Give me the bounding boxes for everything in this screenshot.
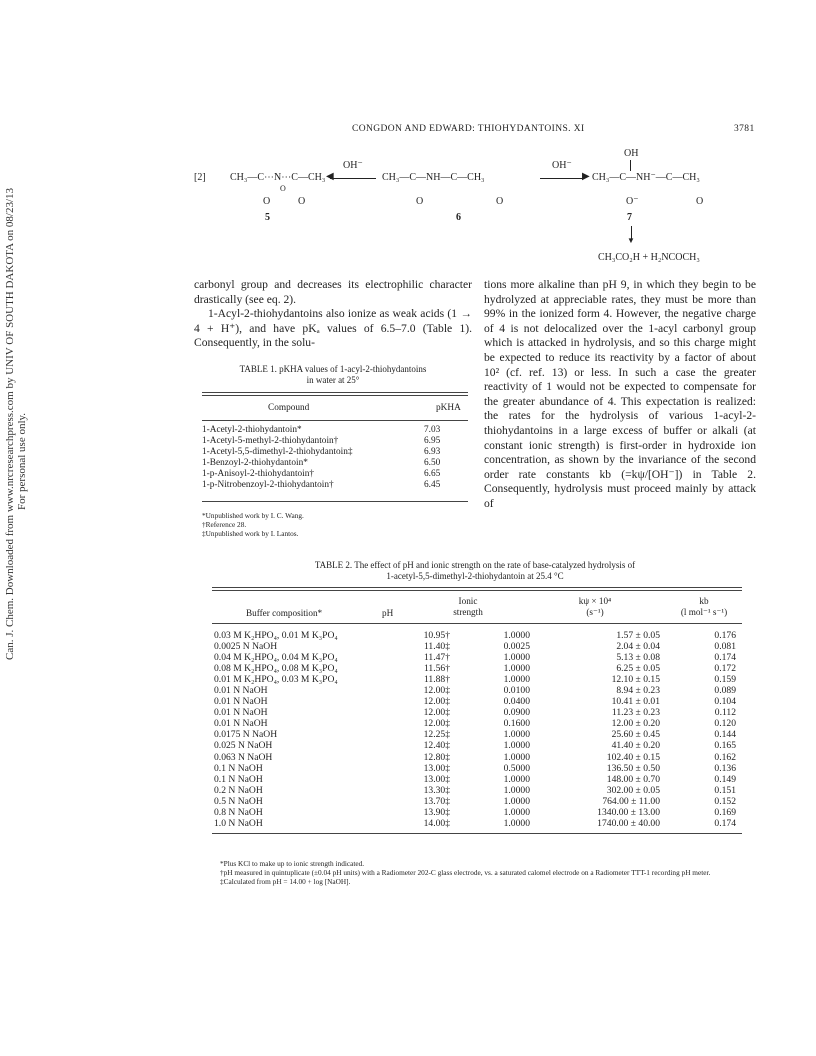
table-2-footnote: †pH measured in quintuplicate (±0.04 pH units) with a Radiometer 202-C glass electrode, vs. a saturated calomel electrode on a Radiometer TTT-1 recording pH meter. — [220, 867, 711, 877]
table-1-body — [202, 425, 468, 491]
compound-7-bond — [630, 160, 631, 171]
compound-6-formula: CH₃—C—NH—C—CH₃ — [382, 172, 485, 183]
compound-7-number: 7 — [627, 212, 632, 223]
table-1-header-pk: pKHA — [436, 403, 461, 413]
table-row: 1-Acetyl-5-methyl-2-thiohydantoin† 6.95 — [202, 436, 441, 446]
table-1-bottom-rule — [202, 501, 468, 502]
left-column-text — [194, 278, 472, 351]
table-row: 0.0025 N NaOH 11.40‡ 0.0025 2.04 ± 0.04 0.081 — [214, 641, 736, 653]
table-row: 0.01 N NaOH 12.00‡ 0.0400 10.41 ± 0.01 0.104 — [214, 696, 736, 708]
compound-5-o2: O — [298, 196, 306, 207]
table-row: 0.063 N NaOH 12.80‡ 1.0000 102.40 ± 0.15 0.162 — [214, 751, 736, 763]
compound-5-number: 5 — [265, 212, 270, 223]
table-2-caption-line1: TABLE 2. The effect of pH and ionic strength on the rate of base-catalyzed hydrolysis of — [314, 560, 636, 570]
table-row: 0.01 N NaOH 12.00‡ 0.0900 11.23 ± 0.23 0.112 — [214, 707, 736, 719]
table-row: 0.2 N NaOH 13.30‡ 1.0000 302.00 ± 0.05 0.151 — [214, 784, 736, 796]
page-number: 3781 — [734, 124, 755, 134]
table-2-header-rule — [212, 623, 742, 624]
compound-7-formula: CH₃—C—NH⁻—C—CH₃ — [592, 172, 700, 183]
table-2-top-rule-2 — [212, 590, 742, 591]
table-row: 1-Benzoyl-2-thiohydantoin* 6.50 — [202, 458, 441, 468]
paragraph-continuation: carbonyl group and decreases its electrophilic character drastically (see eq. 2). — [194, 278, 472, 306]
hydroxide-label-2: OH⁻ — [552, 160, 572, 171]
table-2-top-rule — [212, 587, 742, 588]
table-row: 0.01 M K₂HPO₄, 0.03 M K₃PO₄ 11.88† 1.0000 12.10 ± 0.15 0.159 — [214, 674, 736, 686]
table-row: 0.1 N NaOH 13.00‡ 0.5000 136.50 ± 0.50 0.136 — [214, 762, 736, 774]
table-row: 1-Acetyl-5,5-dimethyl-2-thiohydantoin‡ 6.93 — [202, 447, 441, 457]
equation-label: [2] — [194, 172, 206, 183]
download-notice — [4, 188, 28, 660]
table-1-footnote: *Unpublished work by I. C. Wang. — [202, 511, 304, 520]
table-1-footnote: ‡Unpublished work by I. Lantos. — [202, 528, 299, 538]
arrow-left-head: ◀ — [326, 171, 334, 182]
compound-7-o2: O — [696, 196, 704, 207]
table-row: 0.03 M K₂HPO₄, 0.01 M K₃PO₄ 10.95† 1.0000 1.57 ± 0.05 0.176 — [214, 630, 736, 641]
table-2-footnote: *Plus KCl to make up to ionic strength indicated. — [220, 859, 365, 868]
compound-6-number: 6 — [456, 212, 461, 223]
table-row: 0.0175 N NaOH 12.25‡ 1.0000 25.60 ± 0.45 0.144 — [214, 729, 736, 741]
table-row: 0.1 N NaOH 13.00‡ 1.0000 148.00 ± 0.70 0.149 — [214, 773, 736, 785]
compound-6-o2: O — [496, 196, 504, 207]
table-2-header-ph: pH — [382, 608, 394, 618]
table-1-caption-line1: TABLE 1. pKHA values of 1-acyl-2-thiohydantoins — [239, 364, 427, 374]
hydrolysis-products: CH₃CO₂H + H₂NCOCH₃ — [598, 252, 700, 263]
table-1-header-compound: Compound — [268, 403, 310, 413]
table-2-body — [214, 630, 736, 829]
download-notice-line2: For personal use only. — [16, 412, 28, 510]
table-1-footnotes — [202, 512, 468, 538]
arrow-right — [540, 178, 584, 179]
compound-7-o1: O⁻ — [626, 196, 639, 207]
arrow-right-head: ▶ — [582, 171, 590, 182]
running-title: CONGDON AND EDWARD: THIOHYDANTOINS. XI — [352, 124, 585, 134]
download-notice-line1: Can. J. Chem. Downloaded from www.nrcresearchpress.com by UNIV OF SOUTH DAKOTA on 08/23/13 — [4, 187, 16, 660]
table-1-caption-line2: in water at 25° — [306, 375, 360, 385]
table-1-top-rule — [202, 392, 468, 393]
table-1-footnote: †Reference 28. — [202, 519, 247, 529]
table-2-caption-line2: 1-acetyl-5,5-dimethyl-2-thiohydantoin at 25.4 °C — [386, 571, 564, 581]
table-row: 0.025 N NaOH 12.40‡ 1.0000 41.40 ± 0.20 0.165 — [214, 740, 736, 752]
hydroxide-label-1: OH⁻ — [343, 160, 363, 171]
table-2-footnote: ‡Calculated from pH = 14.00 + log [NaOH]. — [220, 876, 351, 886]
table-2-header-kpsi: kψ × 10⁴ (s⁻¹) — [578, 596, 612, 617]
arrow-left — [330, 178, 376, 179]
compound-5-o1: O — [263, 196, 271, 207]
paragraph-hydrolysis: tions more alkaline than pH 9, in which they begin to be hydrolyzed at appreciable rates, they must be more than 99% in the ionized form 4. However, the negative charge of 4 is not delocalized over the 1-acyl carbonyl group which is attacked in hydrolysis, and so this charge might be expected to reduce its reactivity by a factor of about 10² (cf. ref. 13) or less. In such a case the greater reactivity of 1 would not be expected to compensate for the greater abundance of 4. This expectation is realized: the rates for the hydrolysis of various 1-acyl-2-thiohydantoins in a large excess of buffer or alkali (at constant ionic strength) is first-order in hydroxide ion concentration, as shown by the invariance of the second order rate constants kb (=kψ/[OH⁻]) in Table 2. Consequently, hydrolysis must proceed mainly by attack of — [484, 278, 756, 510]
table-2-bottom-rule — [212, 833, 742, 834]
table-2-header-ionic: Ionic strength — [453, 596, 483, 617]
table-2-caption — [194, 560, 756, 582]
table-1-top-rule-2 — [202, 395, 468, 396]
compound-7-top: OH — [624, 148, 639, 159]
table-row: 0.5 N NaOH 13.70‡ 1.0000 764.00 ± 11.00 0.152 — [214, 795, 736, 807]
arrow-down-head: ▼ — [627, 236, 635, 245]
compound-6-o1: O — [416, 196, 424, 207]
table-row: 0.8 N NaOH 13.90‡ 1.0000 1340.00 ± 13.00 0.169 — [214, 806, 736, 818]
table-row: 0.08 M K₂HPO₄, 0.08 M K₃PO₄ 11.56† 1.0000 6.25 ± 0.05 0.172 — [214, 663, 736, 675]
table-1-header-rule — [202, 420, 468, 421]
table-row: 1-p-Anisoyl-2-thiohydantoin† 6.65 — [202, 469, 441, 479]
table-row: 0.01 N NaOH 12.00‡ 0.1600 12.00 ± 0.20 0.120 — [214, 718, 736, 730]
table-row: 0.01 N NaOH 12.00‡ 0.0100 8.94 ± 0.23 0.089 — [214, 685, 736, 697]
table-row: 1-p-Nitrobenzoyl-2-thiohydantoin† 6.45 — [202, 480, 441, 490]
compound-5-ring-o: O — [280, 184, 286, 193]
right-column-text — [484, 278, 756, 512]
compound-5-formula: CH₃—C⋯N⋯C—CH₃ — [230, 172, 326, 183]
table-2-footnotes — [212, 860, 742, 886]
paragraph-ionization: 1-Acyl-2-thiohydantoins also ionize as weak acids (1 → 4 + H⁺), and have pKₐ values of 6.5–7.0 (Table 1). Consequently, in the solu- — [194, 307, 472, 350]
table-2-header-kb: kb (l mol⁻¹ s⁻¹) — [680, 596, 728, 617]
table-2-header-buffer: Buffer composition* — [246, 608, 323, 618]
table-1-caption — [194, 364, 472, 386]
table-row: 1.0 N NaOH 14.00‡ 1.0000 1740.00 ± 40.00 0.174 — [214, 817, 736, 829]
table-row: 1-Acetyl-2-thiohydantoin* 7.03 — [202, 425, 441, 435]
table-row: 0.04 M K₂HPO₄, 0.04 M K₃PO₄ 11.47† 1.0000 5.13 ± 0.08 0.174 — [214, 652, 736, 664]
